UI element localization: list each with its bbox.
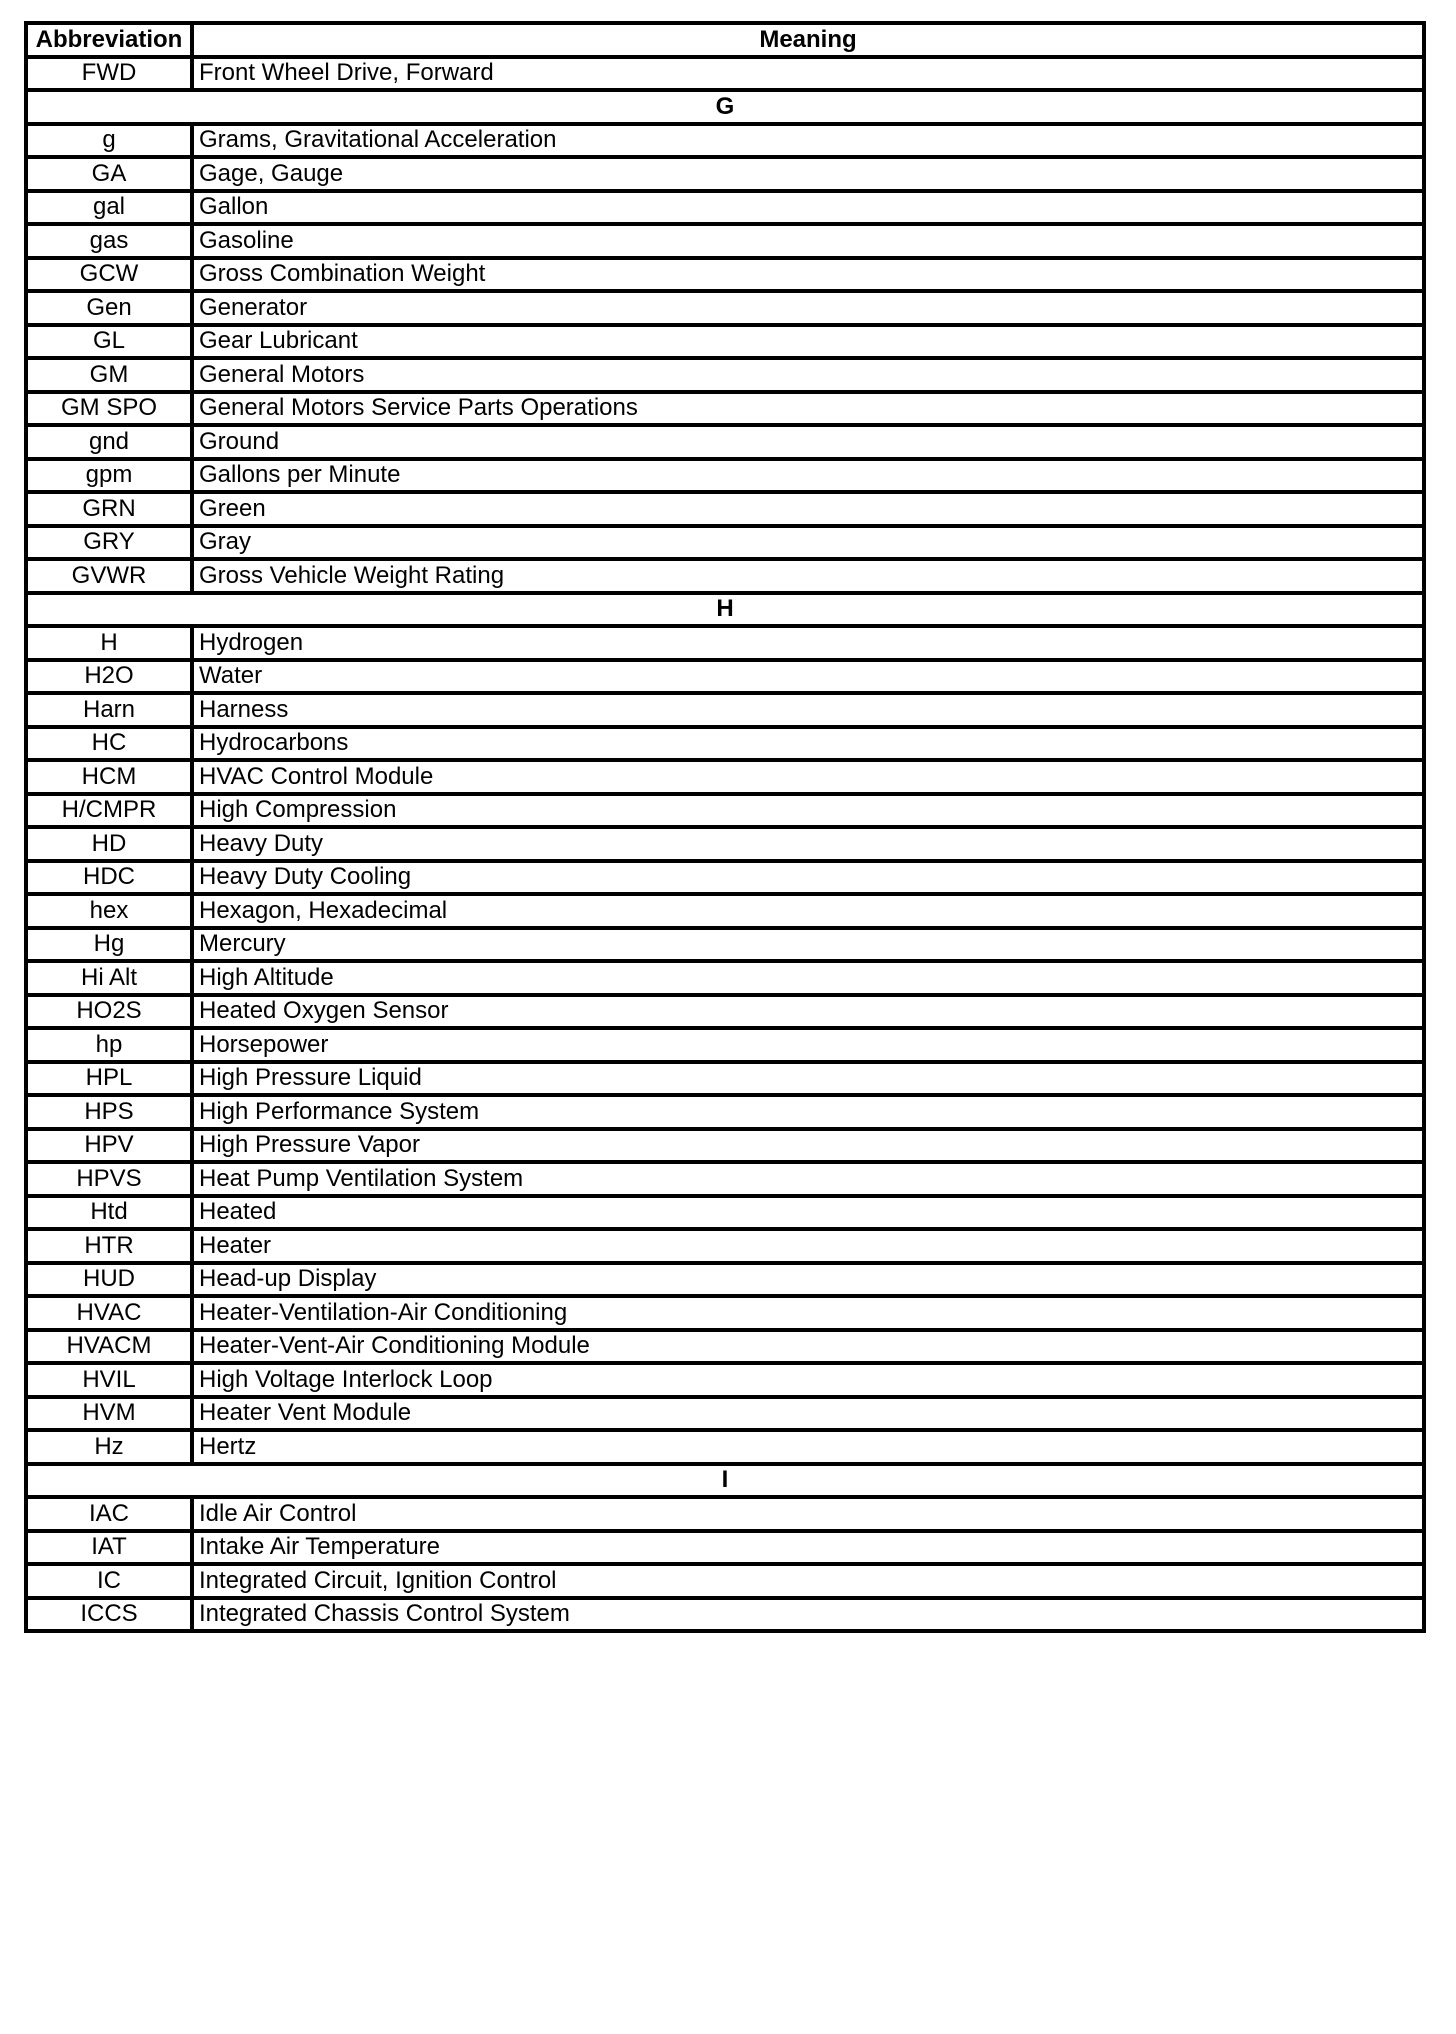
abbreviation-cell: HUD xyxy=(26,1263,192,1297)
table-row xyxy=(26,526,1424,560)
meaning-cell: Intake Air Temperature xyxy=(192,1531,1424,1565)
table-row xyxy=(26,392,1424,426)
abbreviation-cell: Hz xyxy=(26,1430,192,1464)
meaning-cell: Gross Combination Weight xyxy=(192,258,1424,292)
abbreviation-cell: Htd xyxy=(26,1196,192,1230)
meaning-cell: Harness xyxy=(192,693,1424,727)
table-row xyxy=(26,258,1424,292)
abbreviation-cell: gnd xyxy=(26,425,192,459)
meaning-cell: Gallons per Minute xyxy=(192,459,1424,493)
abbreviation-cell: HPV xyxy=(26,1129,192,1163)
meaning-cell: Heated Oxygen Sensor xyxy=(192,995,1424,1029)
table-row xyxy=(26,727,1424,761)
table-row xyxy=(26,459,1424,493)
section-letter: H xyxy=(26,593,1424,627)
table-row xyxy=(26,626,1424,660)
table-row xyxy=(26,358,1424,392)
abbreviation-cell: GVWR xyxy=(26,559,192,593)
meaning-cell: Front Wheel Drive, Forward xyxy=(192,57,1424,91)
abbreviation-cell: Gen xyxy=(26,291,192,325)
table-row xyxy=(26,794,1424,828)
meaning-cell: Heat Pump Ventilation System xyxy=(192,1162,1424,1196)
abbreviation-table xyxy=(24,21,1426,1633)
abbreviation-cell: GA xyxy=(26,157,192,191)
abbreviation-cell: IAT xyxy=(26,1531,192,1565)
meaning-cell: Gray xyxy=(192,526,1424,560)
abbreviation-cell: hex xyxy=(26,894,192,928)
section-header-row xyxy=(26,593,1424,627)
column-header-meaning: Meaning xyxy=(192,23,1424,57)
abbreviation-cell: H/CMPR xyxy=(26,794,192,828)
abbreviation-cell: H2O xyxy=(26,660,192,694)
abbreviation-cell: hp xyxy=(26,1028,192,1062)
meaning-cell: Heater-Vent-Air Conditioning Module xyxy=(192,1330,1424,1364)
table-row xyxy=(26,1196,1424,1230)
table-row xyxy=(26,995,1424,1029)
abbreviation-cell: HO2S xyxy=(26,995,192,1029)
abbreviation-cell: HVAC xyxy=(26,1296,192,1330)
meaning-cell: High Altitude xyxy=(192,961,1424,995)
meaning-cell: Head-up Display xyxy=(192,1263,1424,1297)
meaning-cell: Ground xyxy=(192,425,1424,459)
table-row xyxy=(26,827,1424,861)
table-row xyxy=(26,224,1424,258)
table-row xyxy=(26,291,1424,325)
abbreviation-cell: IAC xyxy=(26,1497,192,1531)
table-header-row xyxy=(26,23,1424,57)
abbreviation-cell: Hg xyxy=(26,928,192,962)
abbreviation-cell: IC xyxy=(26,1564,192,1598)
table-row xyxy=(26,1129,1424,1163)
section-letter: I xyxy=(26,1464,1424,1498)
table-row xyxy=(26,1598,1424,1632)
meaning-cell: Hydrocarbons xyxy=(192,727,1424,761)
table-row xyxy=(26,861,1424,895)
table-row xyxy=(26,693,1424,727)
meaning-cell: High Pressure Liquid xyxy=(192,1062,1424,1096)
abbreviation-cell: gas xyxy=(26,224,192,258)
section-header-row xyxy=(26,90,1424,124)
meaning-cell: Gallon xyxy=(192,191,1424,225)
column-header-abbreviation: Abbreviation xyxy=(26,23,192,57)
table-row xyxy=(26,660,1424,694)
abbreviation-cell: Harn xyxy=(26,693,192,727)
meaning-cell: Hexagon, Hexadecimal xyxy=(192,894,1424,928)
meaning-cell: High Compression xyxy=(192,794,1424,828)
table-row xyxy=(26,1397,1424,1431)
table-row xyxy=(26,157,1424,191)
meaning-cell: Gear Lubricant xyxy=(192,325,1424,359)
abbreviation-cell: GL xyxy=(26,325,192,359)
meaning-cell: Water xyxy=(192,660,1424,694)
section-header-row xyxy=(26,1464,1424,1498)
meaning-cell: High Pressure Vapor xyxy=(192,1129,1424,1163)
abbreviation-cell: HVACM xyxy=(26,1330,192,1364)
abbreviation-cell: GRY xyxy=(26,526,192,560)
meaning-cell: Integrated Circuit, Ignition Control xyxy=(192,1564,1424,1598)
table-row xyxy=(26,191,1424,225)
table-row xyxy=(26,425,1424,459)
abbreviation-cell: ICCS xyxy=(26,1598,192,1632)
abbreviation-cell: gal xyxy=(26,191,192,225)
abbreviation-cell: HDC xyxy=(26,861,192,895)
table-row xyxy=(26,961,1424,995)
abbreviation-cell: GRN xyxy=(26,492,192,526)
table-row xyxy=(26,1028,1424,1062)
meaning-cell: Heater-Ventilation-Air Conditioning xyxy=(192,1296,1424,1330)
meaning-cell: Integrated Chassis Control System xyxy=(192,1598,1424,1632)
meaning-cell: High Voltage Interlock Loop xyxy=(192,1363,1424,1397)
meaning-cell: Generator xyxy=(192,291,1424,325)
abbreviation-cell: g xyxy=(26,124,192,158)
meaning-cell: Gasoline xyxy=(192,224,1424,258)
table-row xyxy=(26,1296,1424,1330)
abbreviation-cell: GM SPO xyxy=(26,392,192,426)
table-row xyxy=(26,492,1424,526)
abbreviation-cell: HCM xyxy=(26,760,192,794)
table-row xyxy=(26,1497,1424,1531)
abbreviation-cell: HC xyxy=(26,727,192,761)
table-row xyxy=(26,1564,1424,1598)
abbreviation-cell: Hi Alt xyxy=(26,961,192,995)
abbreviation-cell: GCW xyxy=(26,258,192,292)
abbreviation-cell: HD xyxy=(26,827,192,861)
table-row xyxy=(26,894,1424,928)
meaning-cell: High Performance System xyxy=(192,1095,1424,1129)
meaning-cell: Horsepower xyxy=(192,1028,1424,1062)
meaning-cell: Hydrogen xyxy=(192,626,1424,660)
meaning-cell: Green xyxy=(192,492,1424,526)
meaning-cell: Idle Air Control xyxy=(192,1497,1424,1531)
table-row xyxy=(26,325,1424,359)
meaning-cell: Mercury xyxy=(192,928,1424,962)
table-row xyxy=(26,928,1424,962)
meaning-cell: General Motors xyxy=(192,358,1424,392)
section-letter: G xyxy=(26,90,1424,124)
table-row xyxy=(26,1263,1424,1297)
meaning-cell: Heavy Duty xyxy=(192,827,1424,861)
table-row xyxy=(26,1363,1424,1397)
table-row xyxy=(26,760,1424,794)
meaning-cell: General Motors Service Parts Operations xyxy=(192,392,1424,426)
abbreviation-cell: HVM xyxy=(26,1397,192,1431)
meaning-cell: Grams, Gravitational Acceleration xyxy=(192,124,1424,158)
meaning-cell: Heater xyxy=(192,1229,1424,1263)
abbreviation-cell: H xyxy=(26,626,192,660)
abbreviation-cell: FWD xyxy=(26,57,192,91)
table-row xyxy=(26,1531,1424,1565)
table-row xyxy=(26,1062,1424,1096)
meaning-cell: Heavy Duty Cooling xyxy=(192,861,1424,895)
meaning-cell: Gross Vehicle Weight Rating xyxy=(192,559,1424,593)
table-row xyxy=(26,559,1424,593)
meaning-cell: Gage, Gauge xyxy=(192,157,1424,191)
abbreviation-cell: HVIL xyxy=(26,1363,192,1397)
abbreviation-cell: HPS xyxy=(26,1095,192,1129)
meaning-cell: Heated xyxy=(192,1196,1424,1230)
table-row xyxy=(26,1229,1424,1263)
abbreviation-cell: HTR xyxy=(26,1229,192,1263)
table-row xyxy=(26,1330,1424,1364)
meaning-cell: Heater Vent Module xyxy=(192,1397,1424,1431)
table-row xyxy=(26,1095,1424,1129)
meaning-cell: Hertz xyxy=(192,1430,1424,1464)
table-row xyxy=(26,124,1424,158)
abbreviation-cell: GM xyxy=(26,358,192,392)
table-row xyxy=(26,57,1424,91)
abbreviation-cell: HPVS xyxy=(26,1162,192,1196)
abbreviation-cell: HPL xyxy=(26,1062,192,1096)
table-body xyxy=(26,57,1424,1632)
abbreviation-cell: gpm xyxy=(26,459,192,493)
table-row xyxy=(26,1430,1424,1464)
table-row xyxy=(26,1162,1424,1196)
meaning-cell: HVAC Control Module xyxy=(192,760,1424,794)
